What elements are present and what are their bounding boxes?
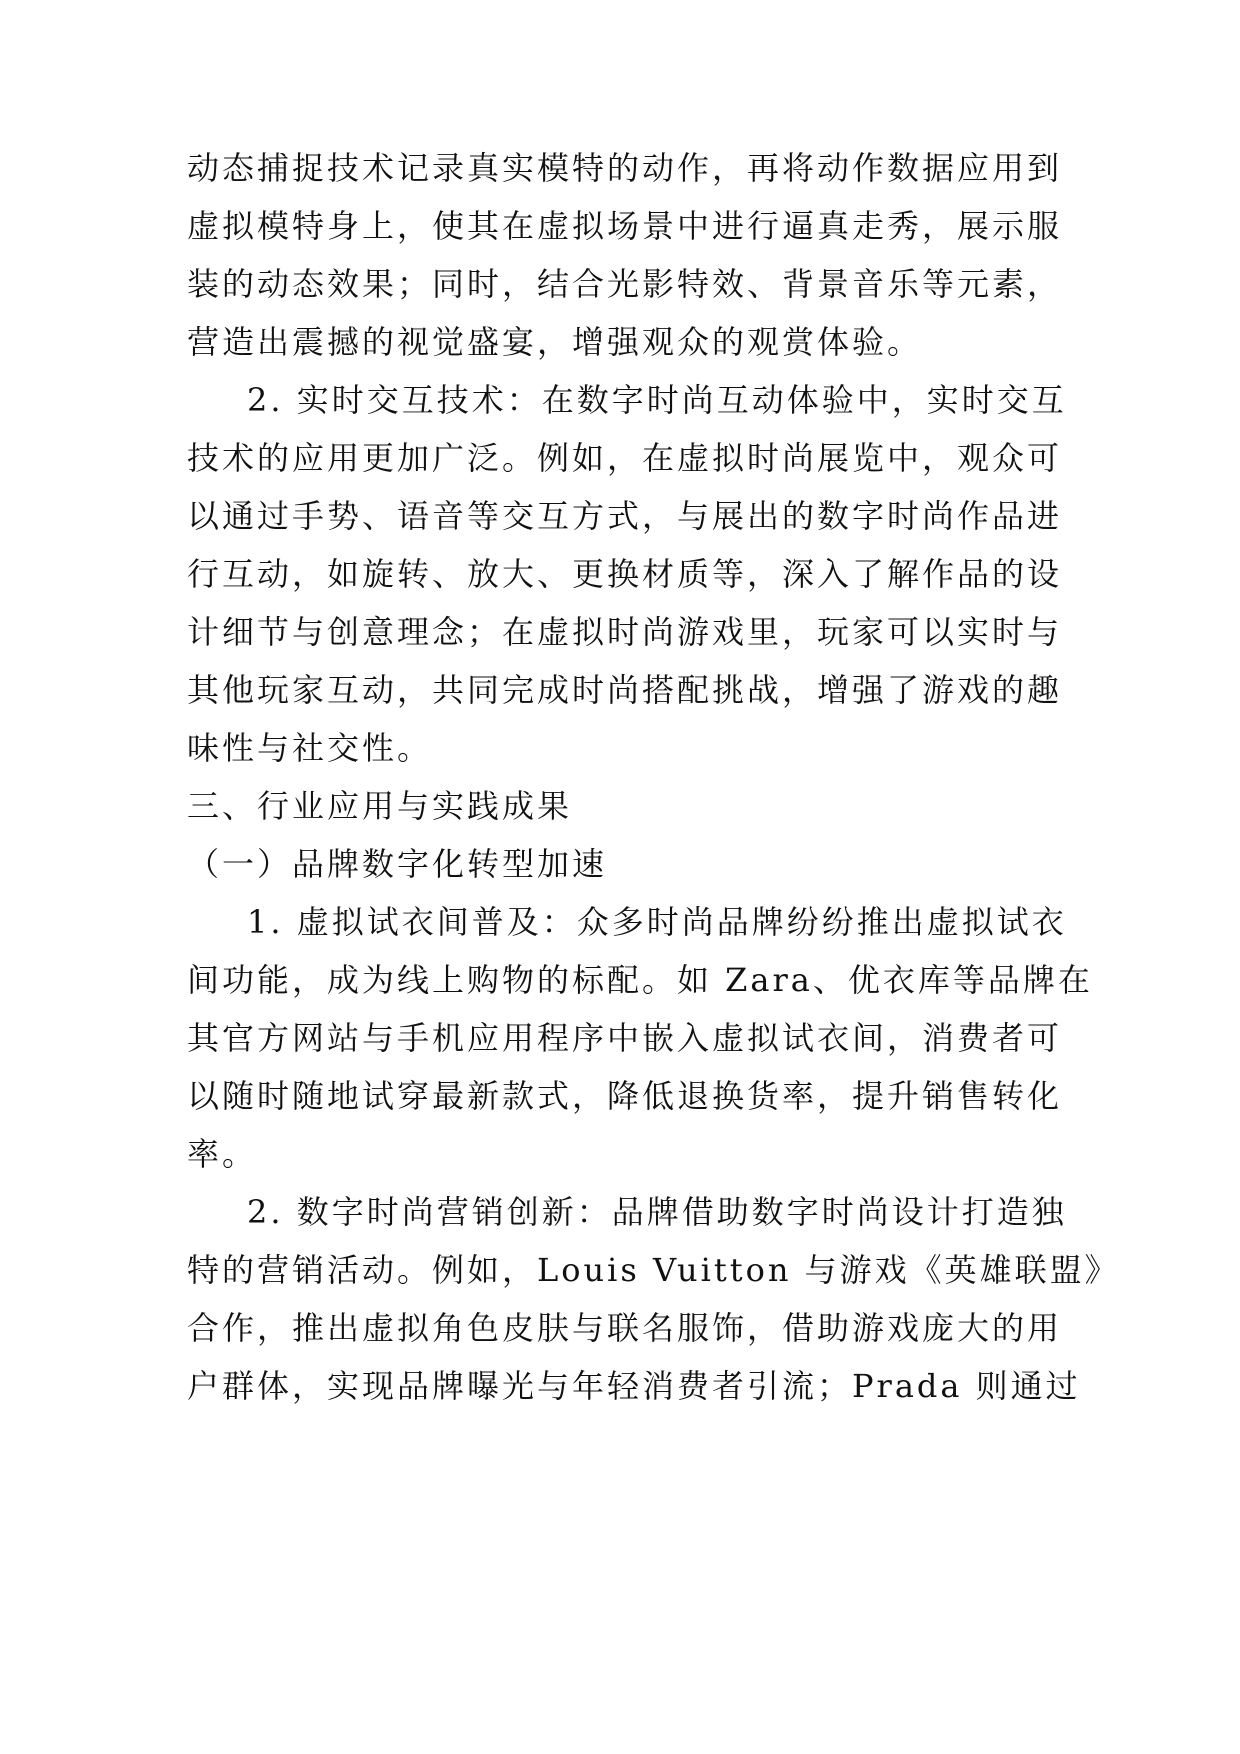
paragraph-line: 虚拟模特身上，使其在虚拟场景中进行逼真走秀，展示服 xyxy=(187,207,1063,245)
paragraph-line: 户群体，实现品牌曝光与年轻消费者引流；Prada 则通过 xyxy=(187,1367,1081,1405)
paragraph-line: 计细节与创意理念；在虚拟时尚游戏里，玩家可以实时与 xyxy=(187,613,1063,651)
paragraph-line: 其他玩家互动，共同完成时尚搭配挑战，增强了游戏的趣 xyxy=(187,671,1063,709)
paragraph-line: 以随时随地试穿最新款式，降低退换货率，提升销售转化 xyxy=(187,1077,1063,1115)
paragraph-line: 合作，推出虚拟角色皮肤与联名服饰，借助游戏庞大的用 xyxy=(187,1309,1063,1347)
list-item-line: 2. 实时交互技术：在数字时尚互动体验中，实时交互 xyxy=(247,381,1067,419)
paragraph-line: 行互动，如旋转、放大、更换材质等，深入了解作品的设 xyxy=(187,555,1063,593)
paragraph-line: 特的营销活动。例如，Louis Vuitton 与游戏《英雄联盟》 xyxy=(187,1251,1120,1289)
subsection-heading: （一）品牌数字化转型加速 xyxy=(187,845,608,883)
list-item-line: 1. 虚拟试衣间普及：众多时尚品牌纷纷推出虚拟试衣 xyxy=(247,903,1067,941)
paragraph-line: 以通过手势、语音等交互方式，与展出的数字时尚作品进 xyxy=(187,497,1063,535)
paragraph-line: 技术的应用更加广泛。例如，在虚拟时尚展览中，观众可 xyxy=(187,439,1063,477)
paragraph-line: 率。 xyxy=(187,1135,258,1173)
list-item-line: 2. 数字时尚营销创新：品牌借助数字时尚设计打造独 xyxy=(247,1193,1067,1231)
paragraph-line: 动态捕捉技术记录真实模特的动作，再将动作数据应用到 xyxy=(187,149,1063,187)
section-heading: 三、行业应用与实践成果 xyxy=(187,787,573,825)
paragraph-line: 营造出震撼的视觉盛宴，增强观众的观赏体验。 xyxy=(187,323,923,361)
paragraph-line: 装的动态效果；同时，结合光影特效、背景音乐等元素， xyxy=(187,265,1063,303)
paragraph-line: 味性与社交性。 xyxy=(187,729,433,767)
paragraph-line: 间功能，成为线上购物的标配。如 Zara、优衣库等品牌在 xyxy=(187,961,1093,999)
paragraph-line: 其官方网站与手机应用程序中嵌入虚拟试衣间，消费者可 xyxy=(187,1019,1063,1057)
